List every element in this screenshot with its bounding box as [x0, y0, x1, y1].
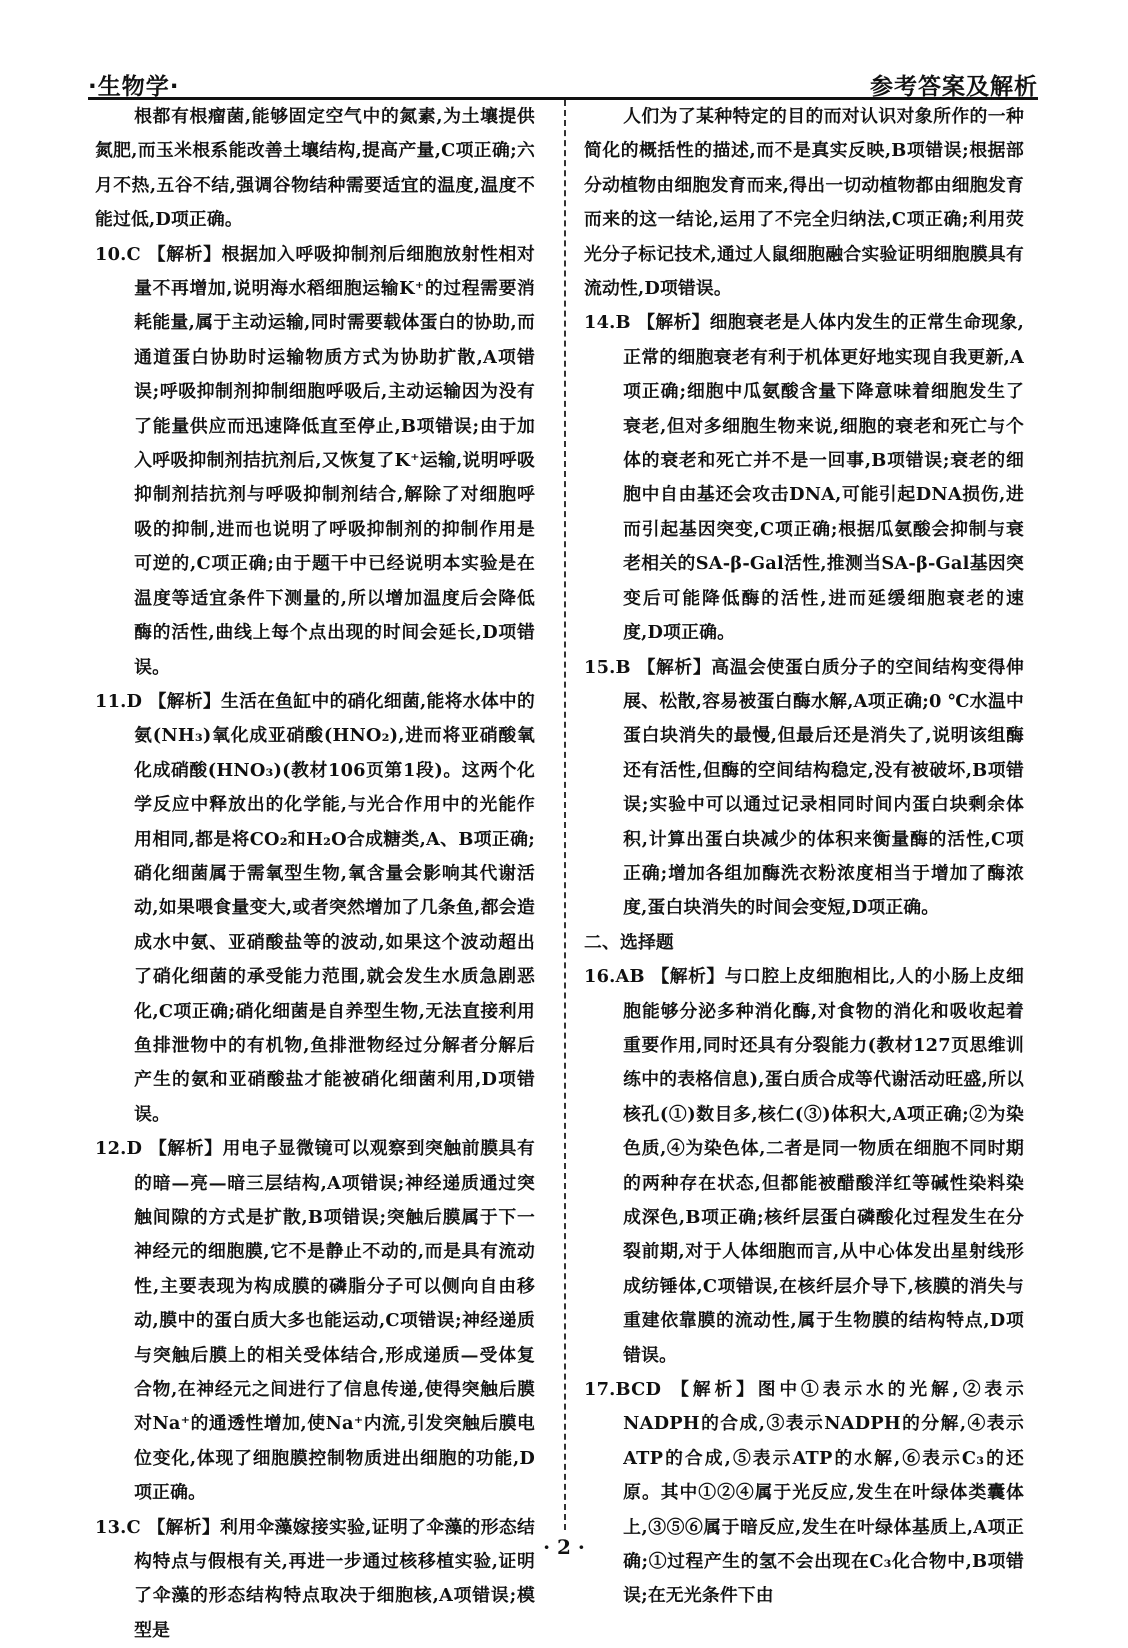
- left-column: [95, 100, 535, 1641]
- answer-item-12: 12.D 【解析】用电子显微镜可以观察到突触前膜具有的暗—亮—暗三层结构,A项错误;神经递质通过突触间隙的方式是扩散,B项错误;突触后膜属于下一神经元的细胞膜,它不是静止不动的,而是具有流动性,主要表现为构成膜的磷脂分子可以侧向自由移动,膜中的蛋白质大多也能运动,C项错误;神经递质与突触后膜上的相关受体结合,形成递质—受体复合物,在神经元之间进行了信息传递,使得突触后膜对Na⁺的通透性增加,使Na⁺内流,引发突触后膜电位变化,体现了细胞膜控制物质进出细胞的功能,D项正确。: [95, 1138, 535, 1504]
- answer-item-17: 17.BCD 【解析】图中①表示水的光解,②表示NADPH的合成,③表示NADPH的分解,④表示ATP的合成,⑤表示ATP的水解,⑥表示C₃的还原。其中①②④属于光反应,发生在叶绿体类囊体上,③⑤⑥属于暗反应,发生在叶绿体基质上,A项正确;①过程产生的氢不会出现在C₃化合物中,B项错误;在无光条件下由: [584, 1379, 1024, 1607]
- page-header: [88, 68, 1038, 98]
- section-heading: 二、选择题: [584, 931, 674, 953]
- header-title: 参考答案及解析: [870, 74, 1038, 100]
- answer-item-10: 10.C 【解析】根据加入呼吸抑制剂后细胞放射性相对量不再增加,说明海水稻细胞运输K⁺的过程需要消耗能量,属于主动运输,同时需要载体蛋白的协助,而通道蛋白协助时运输物质方式为协助扩散,A项错误;呼吸抑制剂抑制细胞呼吸后,主动运输因为没有了能量供应而迅速降低直至停止,B项错误;由于加入呼吸抑制剂拮抗剂后,又恢复了K⁺运输,说明呼吸抑制剂拮抗剂与呼吸抑制剂结合,解除了对细胞呼吸的抑制,进而也说明了呼吸抑制剂的抑制作用是可逆的,C项正确;由于题干中已经说明本实验是在温度等适宜条件下测量的,所以增加温度后会降低酶的活性,曲线上每个点出现的时间会延长,D项错误。: [95, 243, 535, 678]
- answer-item-13: 13.C 【解析】利用伞藻嫁接实验,证明了伞藻的形态结构特点与假根有关,再进一步通过核移植实验,证明了伞藻的形态结构特点取决于细胞核,A项错误;模型是: [95, 1516, 535, 1641]
- answer-item-11: 11.D 【解析】生活在鱼缸中的硝化细菌,能将水体中的氨(NH₃)氧化成亚硝酸(HNO₂),进而将亚硝酸氧化成硝酸(HNO₃)(教材106页第1段)。这两个化学反应中释放出的化学能,与光合作用中的光能作用相同,都是将CO₂和H₂O合成糖类,A、B项正确;硝化细菌属于需氧型生物,氧含量会影响其代谢活动,如果喂食量变大,或者突然增加了几条鱼,都会造成水中氨、亚硝酸盐等的波动,如果这个波动超出了硝化细菌的承受能力范围,就会发生水质急剧恶化,C项正确;硝化细菌是自养型生物,无法直接利用鱼排泄物中的有机物,鱼排泄物经过分解者分解后产生的氨和亚硝酸盐才能被硝化细菌利用,D项错误。: [95, 690, 535, 1125]
- paragraph-continuation: 人们为了某种特定的目的而对认识对象所作的一种简化的概括性的描述,而不是真实反映,B项错误;根据部分动植物由细胞发育而来,得出一切动植物都由细胞发育而来的这一结论,运用了不完全归纳法,C项正确;利用荧光分子标记技术,通过人鼠细胞融合实验证明细胞膜具有流动性,D项错误。: [584, 106, 1024, 300]
- answer-item-15: 15.B 【解析】高温会使蛋白质分子的空间结构变得伸展、松散,容易被蛋白酶水解,A项正确;0 ℃水温中蛋白块消失的最慢,但最后还是消失了,说明该组酶还有活性,但酶的空间结构稳定,没有被破坏,B项错误;实验中可以通过记录相同时间内蛋白块剩余体积,计算出蛋白块减少的体积来衡量酶的活性,C项正确;增加各组加酶洗衣粉浓度相当于增加了酶浓度,蛋白块消失的时间会变短,D项正确。: [584, 656, 1024, 919]
- answer-item-16: 16.AB 【解析】与口腔上皮细胞相比,人的小肠上皮细胞能够分泌多种消化酶,对食物的消化和吸收起着重要作用,同时还具有分裂能力(教材127页思维训练中的表格信息),蛋白质合成等代谢活动旺盛,所以核孔(①)数目多,核仁(③)体积大,A项正确;②为染色质,④为染色体,二者是同一物质在细胞不同时期的两种存在状态,但都能被醋酸洋红等碱性染料染成深色,B项正确;核纤层蛋白磷酸化过程发生在分裂前期,对于人体细胞而言,从中心体发出星射线形成纺锤体,C项错误,在核纤层介导下,核膜的消失与重建依靠膜的流动性,属于生物膜的结构特点,D项错误。: [584, 966, 1024, 1366]
- answer-item-14: 14.B 【解析】细胞衰老是人体内发生的正常生命现象,正常的细胞衰老有利于机体更好地实现自我更新,A项正确;细胞中瓜氨酸含量下降意味着细胞发生了衰老,但对多细胞生物来说,细胞的衰老和死亡与个体的衰老和死亡并不是一回事,B项错误;衰老的细胞中自由基还会攻击DNA,可能引起DNA损伤,进而引起基因突变,C项正确;根据瓜氨酸会抑制与衰老相关的SA-β-Gal活性,推测当SA-β-Gal基因突变后可能降低酶的活性,进而延缓细胞衰老的速度,D项正确。: [584, 312, 1024, 644]
- column-divider: [564, 100, 566, 1530]
- right-column: [584, 100, 1024, 1607]
- page-number: · 2 ·: [543, 1535, 585, 1559]
- header-subject: ·生物学·: [88, 74, 180, 100]
- paragraph-continuation: 根都有根瘤菌,能够固定空气中的氮素,为土壤提供氮肥,而玉米根系能改善土壤结构,提高产量,C项正确;六月不热,五谷不结,强调谷物结种需要适宜的温度,温度不能过低,D项正确。: [95, 106, 535, 231]
